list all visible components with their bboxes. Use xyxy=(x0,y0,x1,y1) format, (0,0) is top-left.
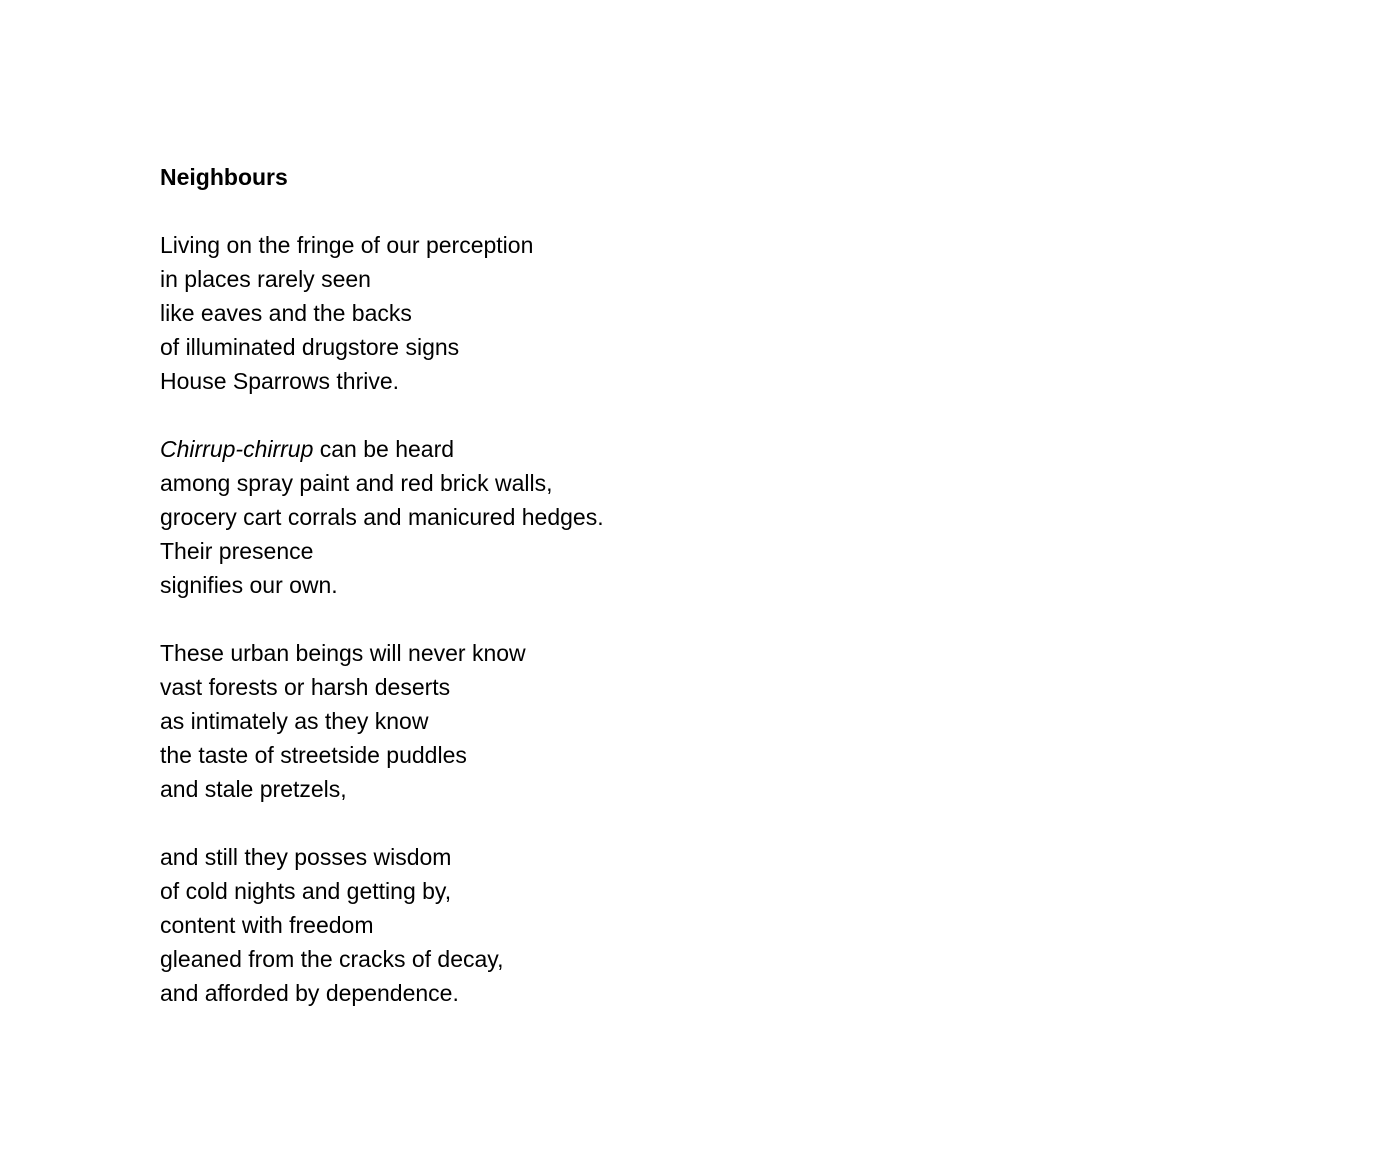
stanza-3 xyxy=(160,636,1160,806)
poem-line: and stale pretzels, xyxy=(160,776,347,802)
poem-line: grocery cart corrals and manicured hedges. xyxy=(160,504,604,530)
poem-line: among spray paint and red brick walls, xyxy=(160,470,553,496)
poem-line: as intimately as they know xyxy=(160,708,429,734)
italic-phrase: Chirrup-chirrup xyxy=(160,436,314,462)
poem-line: like eaves and the backs xyxy=(160,300,412,326)
poem-line: gleaned from the cracks of decay, xyxy=(160,946,504,972)
poem-title: Neighbours xyxy=(160,164,288,190)
poem-page xyxy=(160,160,1160,1044)
poem-line: in places rarely seen xyxy=(160,266,371,292)
poem-line: and still they posses wisdom xyxy=(160,844,452,870)
stanza-1 xyxy=(160,228,1160,398)
poem-line: signifies our own. xyxy=(160,572,338,598)
stanza-4 xyxy=(160,840,1160,1010)
poem-line: Their presence xyxy=(160,538,314,564)
poem-line-rest: can be heard xyxy=(313,436,455,462)
poem-line: Living on the fringe of our perception xyxy=(160,232,534,258)
poem-line: of cold nights and getting by, xyxy=(160,878,452,904)
title-spacer xyxy=(160,194,1160,228)
poem-line: House Sparrows thrive. xyxy=(160,368,400,394)
poem-line: the taste of streetside puddles xyxy=(160,742,467,768)
poem-line: These urban beings will never know xyxy=(160,640,526,666)
poem-line: and afforded by dependence. xyxy=(160,980,459,1006)
poem-line: of illuminated drugstore signs xyxy=(160,334,460,360)
stanza-2 xyxy=(160,432,1160,602)
poem-line: vast forests or harsh deserts xyxy=(160,674,451,700)
poem-line xyxy=(160,432,1160,466)
poem-line: content with freedom xyxy=(160,912,374,938)
